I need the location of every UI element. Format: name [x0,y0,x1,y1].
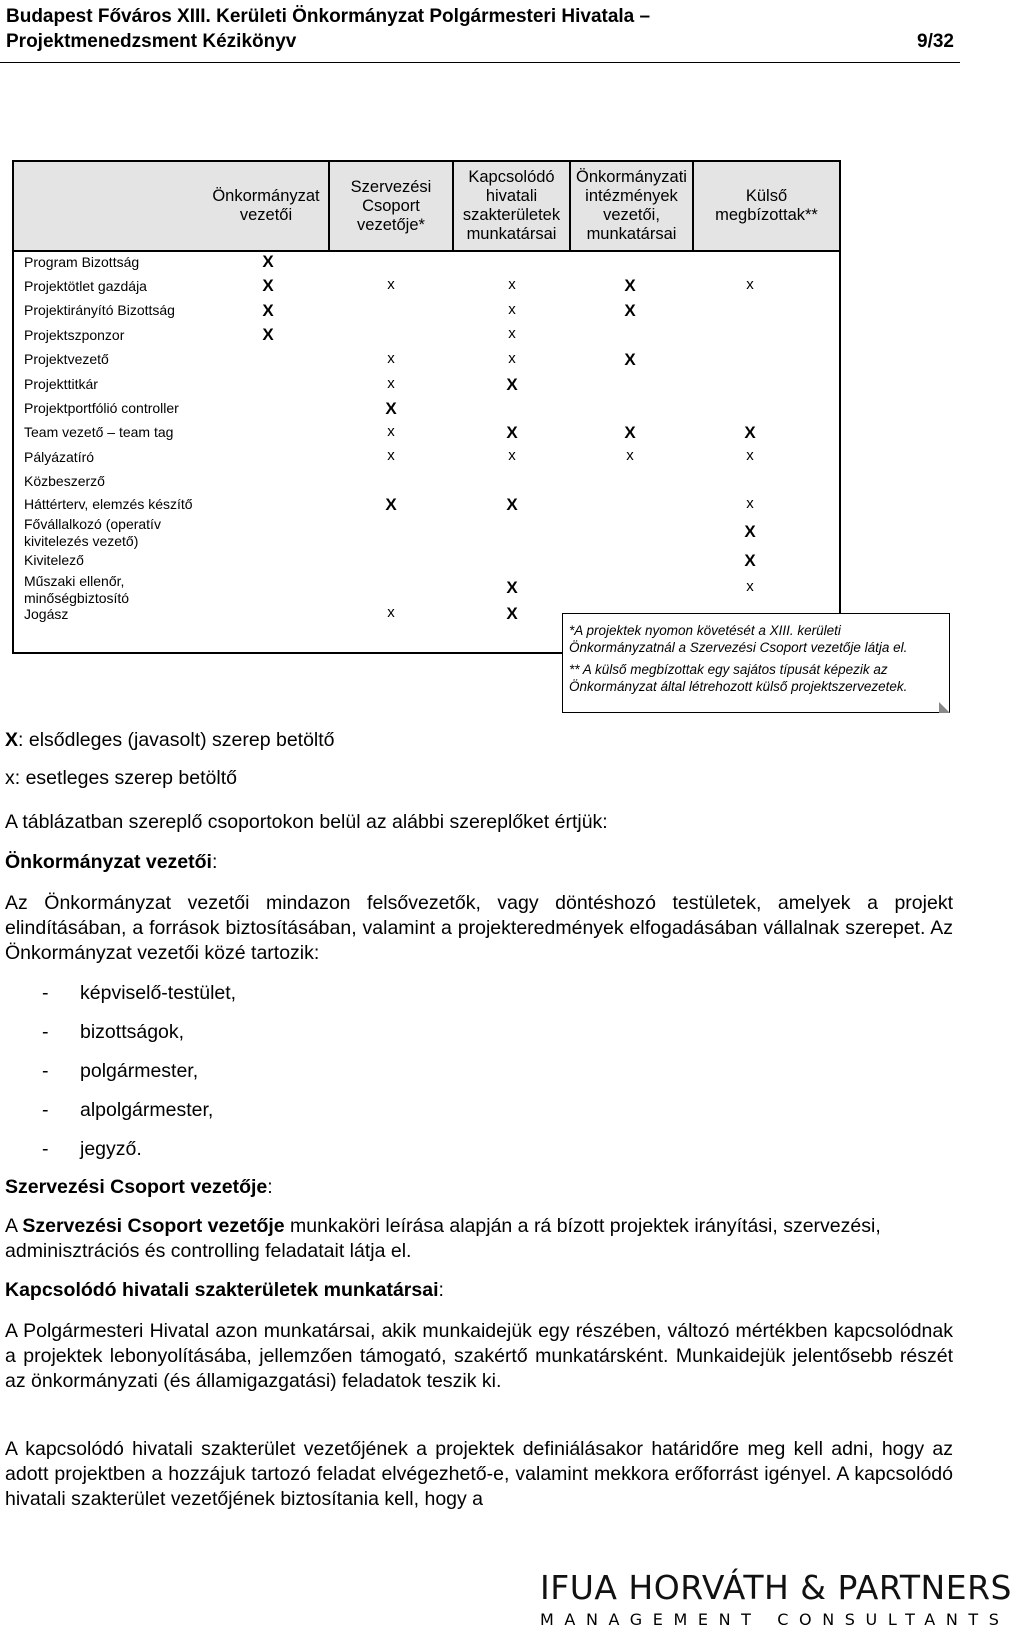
role-mark: X [744,522,756,541]
role-mark: x [508,350,516,367]
legend-secondary: x: esetleges szerep betöltő [5,767,237,789]
section2-text-prefix: A [5,1215,23,1237]
logo-name: IFUA HORVÁTH & PARTNERS [540,1568,1012,1607]
table-row [14,573,839,606]
logo-tagline: MANAGEMENT CONSULTANTS [540,1610,1010,1629]
role-mark: x [626,447,634,464]
role-mark: x [508,276,516,293]
footnote-box [562,613,950,713]
section2-text [5,1214,953,1264]
legend-primary-text: : elsődleges (javasolt) szerep betöltő [18,729,335,751]
role-mark: x [508,447,516,464]
column-header: Szervezési Csoport vezetője* [328,162,452,250]
role-mark: X [506,604,518,623]
role-mark: X [262,276,274,295]
section1-text: Az Önkormányzat vezetői mindazon felsővezetők, vagy döntéshozó testületek, amelyek a projekt elindításában, a források biztosításában, valamint a projekteredmények elfogadásában vállalnak szerepet. Az Önkormányzat vezetői közé tartozik: [5,892,953,964]
row-label: Team vezető – team tag [24,424,174,440]
role-mark: x [387,375,395,392]
table-row [14,548,839,573]
section1-heading-colon: : [211,851,218,873]
footnote-1: *A projektek nyomon követését a XIII. kerületi Önkormányzatnál a Szervezési Csoport vezetője látja el. [569,623,908,655]
role-mark: X [385,399,397,418]
list-item: - polgármester, [42,1060,199,1082]
role-mark: X [506,578,518,597]
column-header: Önkormányzati intézmények vezetői, munkatársai [569,162,692,250]
legend-primary-mark: X [5,729,19,751]
section2-text-bold: Szervezési Csoport vezetője [22,1215,285,1237]
role-mark: X [744,551,756,570]
list-item: - képviselő-testület, [42,982,237,1004]
section3-heading [5,1278,953,1303]
row-label: Projektötlet gazdája [24,278,147,294]
section3-paragraph-2: A kapcsolódó hivatali szakterület vezetőjének a projektek definiálásakor határidőre meg kell adni, hogy az adott projektben a hozzájuk tartozó feladat elvégezhető-e, valamint mekkora erőforrást igényel. A kapcsolódó hivatali szakterület vezetőjének biztosítania kell, hogy a [5,1438,953,1510]
table-row [14,397,839,420]
row-label: Projekttitkár [24,376,98,392]
table-row [14,445,839,469]
table-row [14,420,839,445]
legend-primary [5,728,953,753]
role-mark: x [387,447,395,464]
column-header: Önkormányzat vezetői [212,187,320,224]
table-header [14,162,839,252]
role-mark: x [387,604,395,621]
role-mark: X [262,301,274,320]
list-item-text: képviselő-testület, [80,982,237,1004]
list-item: - alpolgármester, [42,1099,214,1121]
role-mark: X [624,301,636,320]
role-mark: x [508,301,516,318]
role-mark: x [746,276,754,293]
row-label: Program Bizottság [24,254,140,270]
table-row [14,493,839,516]
role-mark: x [746,447,754,464]
table-row [14,323,839,347]
section1-heading [5,850,953,875]
list-item-text: bizottságok, [80,1021,185,1043]
intro-paragraph: A táblázatban szereplő csoportokon belül az alábbi szereplőket értjük: [5,811,608,833]
role-mark: X [385,495,397,514]
header-title-line2: Projektmenedzsment Kézikönyv [6,31,297,52]
page-fold-corner [939,702,950,713]
page-number: 9/32 [917,31,954,52]
role-mark: X [262,325,274,344]
page-header [6,4,954,54]
table-row [14,274,839,298]
column-header: Kapcsolódó hivatali szakterületek munkatársai [452,162,569,250]
role-mark: X [506,495,518,514]
row-label: Projektvezető [24,351,109,367]
section3-paragraph-1: A Polgármesteri Hivatal azon munkatársai, akik munkaidejük egy részében, változó mértékben kapcsolódnak a projektek lebonyolításába, jellemzően támogató, szakértő munkatársként. Munkaidejük jelentősebb részét az önkormányzati (és államigazgatási) feladatok teszik ki. [5,1320,953,1392]
list-item-text: polgármester, [80,1060,199,1082]
role-mark: X [624,423,636,442]
section2-heading [5,1175,953,1200]
row-label: Fővállalkozó (operatív kivitelezés vezető) [24,516,161,549]
column-header: Külső megbízottak** [692,162,839,250]
role-mark: x [387,276,395,293]
section3-heading-text: Kapcsolódó hivatali szakterületek munkatársai [5,1279,439,1301]
row-label: Háttérterv, elemzés készítő [24,496,193,512]
table-row [14,372,839,397]
table-row [14,250,839,274]
header-divider [0,62,960,63]
row-label: Jogász [24,606,69,622]
role-mark: X [506,375,518,394]
list-item: - bizottságok, [42,1021,185,1043]
row-label: Műszaki ellenőr, minőségbiztosító [24,573,130,606]
list-item-text: jegyző. [80,1138,142,1160]
table-row [14,469,839,493]
role-mark: x [387,350,395,367]
row-label: Projektportfólió controller [24,400,179,416]
section2-heading-text: Szervezési Csoport vezetője [5,1176,268,1198]
row-label: Projektirányító Bizottság [24,302,175,318]
row-label: Pályázatíró [24,449,95,465]
role-mark: X [506,423,518,442]
company-logo [540,1568,1012,1630]
row-label: Projektszponzor [24,327,125,343]
footnote-2: ** A külső megbízottak egy sajátos típusát képezik az Önkormányzat által létrehozott külső projektszervezetek. [569,662,908,694]
role-mark: x [387,423,395,440]
roles-table [12,160,841,654]
role-mark: x [746,578,754,595]
table-row [14,298,839,323]
section1-heading-text: Önkormányzat vezetői [5,851,212,873]
role-mark: X [262,252,274,271]
section2-text-rest: munkaköri leírása alapján a rá bízott projektek irányítási, szervezési, adminisztrációs és controlling feladatait látja el. [5,1215,881,1262]
role-mark: X [624,350,636,369]
header-title-line1: Budapest Főváros XIII. Kerületi Önkormányzat Polgármesteri Hivatala – [6,6,651,27]
row-label: Közbeszerző [24,473,105,489]
role-mark: X [744,423,756,442]
row-label: Kivitelező [24,552,84,568]
list-item: - jegyző. [42,1138,142,1160]
section3-heading-colon: : [438,1279,444,1301]
table-row [14,516,839,548]
list-item-text: alpolgármester, [80,1099,214,1121]
section2-heading-colon: : [267,1176,273,1198]
role-mark: X [624,276,636,295]
legend [5,728,953,791]
table-row [14,347,839,372]
role-mark: x [508,325,516,342]
role-mark: x [746,495,754,512]
